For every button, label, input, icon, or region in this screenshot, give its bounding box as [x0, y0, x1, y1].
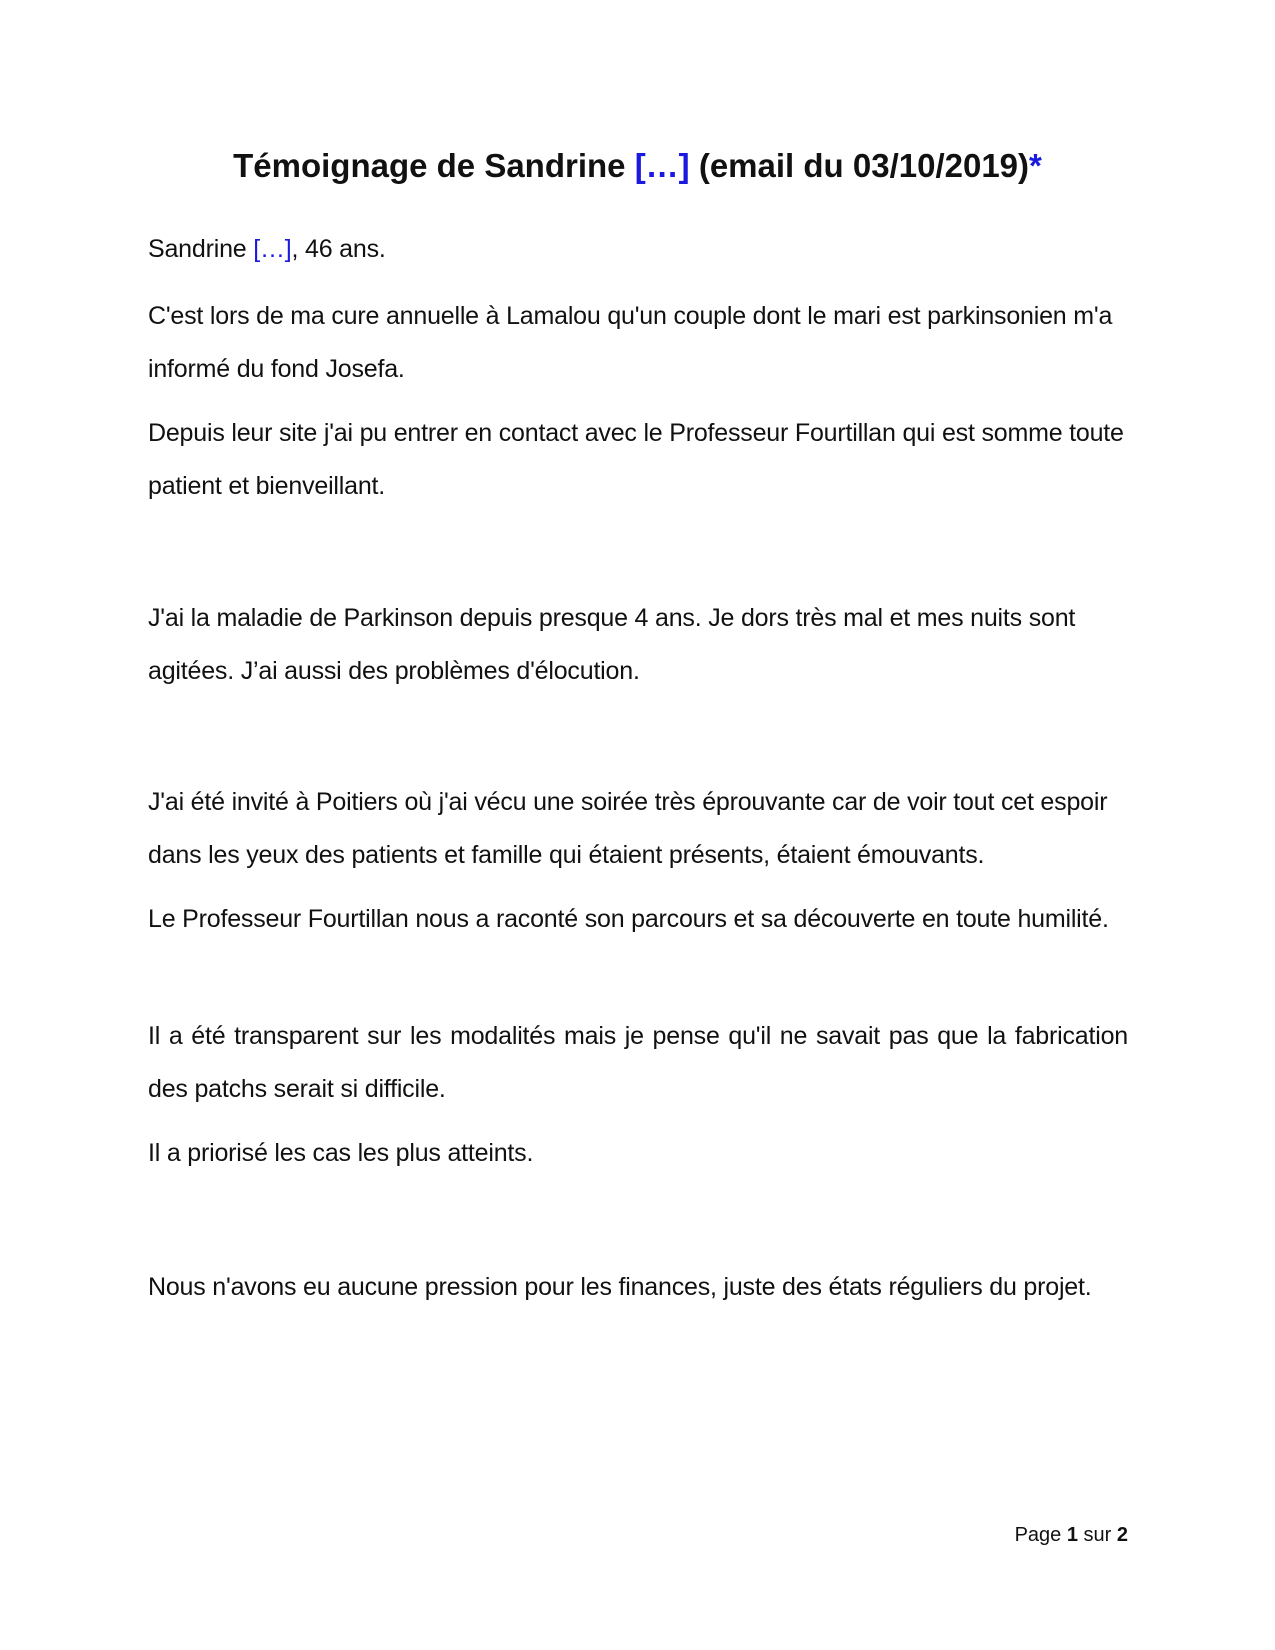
paragraph-5: Le Professeur Fourtillan nous a raconté son parcours et sa découverte en toute humilité.	[148, 905, 1109, 933]
intro-redacted-marker: […]	[253, 235, 292, 263]
paragraph-2: Depuis leur site j'ai pu entrer en contact avec le Professeur Fourtillan qui est somme toute patient et bienveillant.	[148, 419, 1124, 500]
paragraph-1: C'est lors de ma cure annuelle à Lamalou qu'un couple dont le mari est parkinsonien m'a informé du fond Josefa.	[148, 302, 1113, 383]
paragraph-8: Nous n'avons eu aucune pression pour les finances, juste des états réguliers du projet.	[148, 1273, 1092, 1301]
current-page-number: 1	[1066, 1524, 1078, 1546]
page-label: Page	[1014, 1524, 1067, 1546]
intro-age: , 46 ans.	[291, 235, 386, 263]
paragraph-4: J'ai été invité à Poitiers où j'ai vécu une soirée très éprouvante car de voir tout cet espoir dans les yeux des patients et famille qui étaient présents, étaient émouvants.	[148, 788, 1108, 869]
title-redacted-marker: […]	[634, 147, 690, 184]
paragraph-6: Il a été transparent sur les modalités mais je pense qu'il ne savait pas que la fabrication des patchs serait si difficile.	[148, 1022, 1128, 1103]
document-title	[0, 144, 1275, 188]
title-text-end: (email du 03/10/2019)	[689, 147, 1030, 184]
sur-label: sur	[1077, 1524, 1117, 1546]
intro-line	[148, 223, 1128, 276]
title-text-start: Témoignage de Sandrine	[233, 147, 635, 184]
title-asterisk: *	[1029, 147, 1042, 184]
total-pages-number: 2	[1116, 1524, 1128, 1546]
page-number-footer	[1015, 1522, 1128, 1548]
paragraph-3: J'ai la maladie de Parkinson depuis presque 4 ans. Je dors très mal et mes nuits sont agitées. J’ai aussi des problèmes d'élocution.	[148, 604, 1076, 685]
paragraph-7: Il a priorisé les cas les plus atteints.	[148, 1139, 534, 1167]
intro-name: Sandrine	[148, 235, 254, 263]
